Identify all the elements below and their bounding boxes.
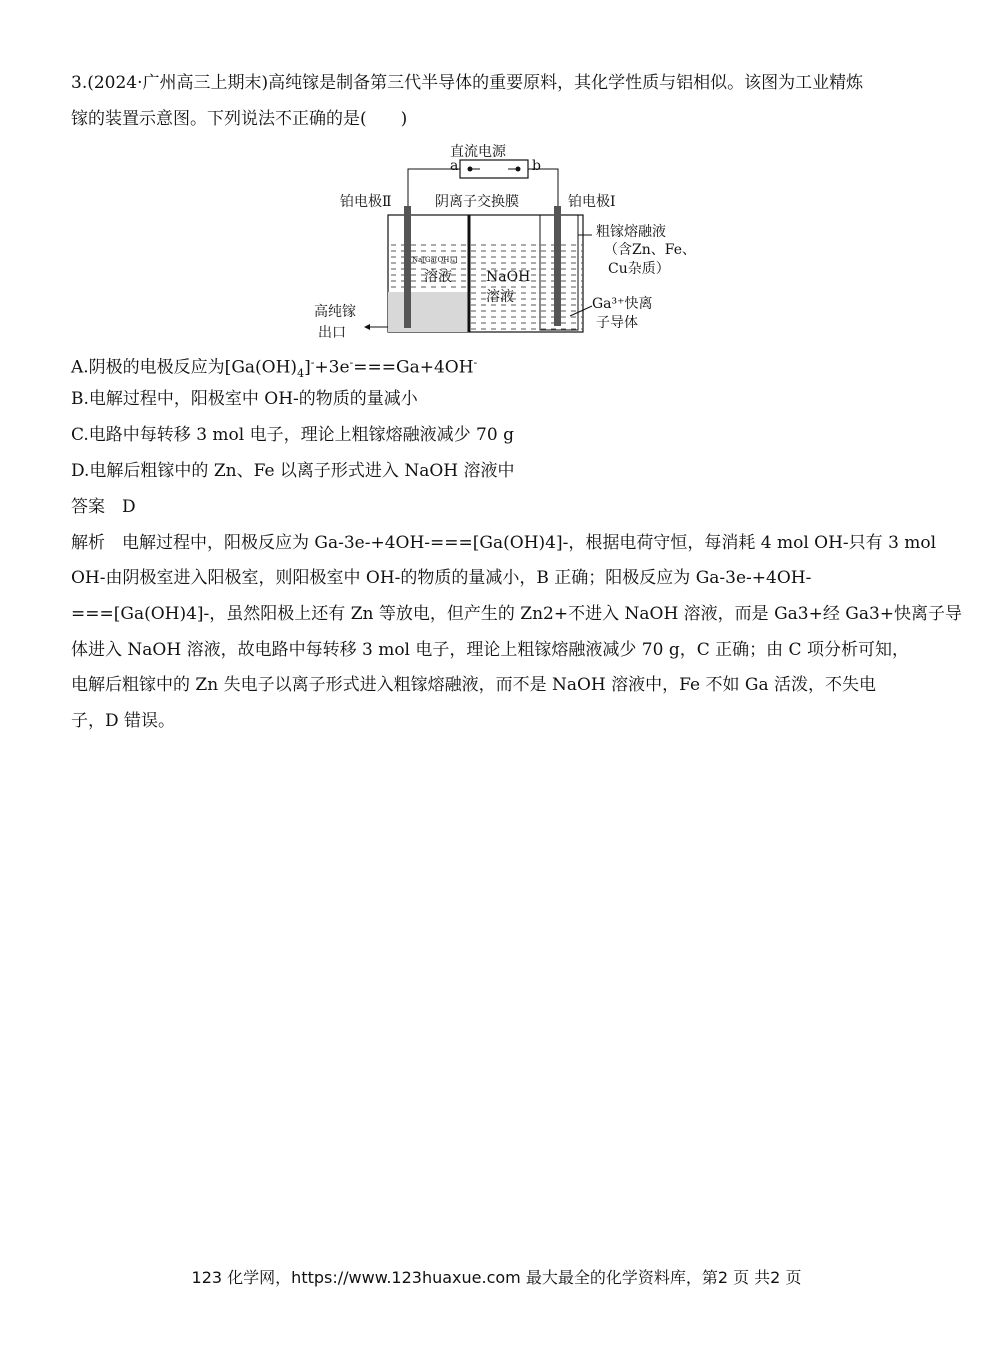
analysis-line-4: 体进入 NaOH 溶液，故电路中每转移 3 mol 电子，理论上粗镓熔融液减少 70 g，C 正确；由 C 项分析可知，	[71, 640, 909, 660]
analysis-line-3: ===[Ga(OH)4]-，虽然阳极上还有 Zn 等放电，但产生的 Zn2+不进入 NaOH 溶液，而是 Ga3+经 Ga3+快离子导	[71, 604, 963, 624]
analysis-line-6: 子，D 错误。	[71, 711, 176, 731]
crude-label-3: Cu杂质）	[608, 261, 670, 277]
crude-label-1: 粗镓熔融液	[596, 224, 666, 240]
page-footer: 123 化学网，https://www.123huaxue.com 最大最全的化学资料库，第2 页 共2 页	[191, 1268, 802, 1287]
crude-label-2: （含Zn、Fe、	[604, 242, 696, 258]
analysis-line-2: OH-由阴极室进入阳极室，则阳极室中 OH-的物质的量减小，B 正确；阳极反应为 Ga-3e-+4OH-	[71, 568, 812, 588]
membrane-label: 阴离子交换膜	[435, 194, 519, 210]
electrode-2-label: 铂电极Ⅱ	[340, 194, 392, 210]
power-label: 直流电源	[450, 144, 506, 160]
electrode-1-label: 铂电极Ⅰ	[568, 194, 616, 210]
question-line-2: 镓的装置示意图。下列说法不正确的是( )	[71, 109, 408, 129]
left-solution-formula: Na[Ga(OH)₄]	[412, 256, 458, 264]
option-d: D.电解后粗镓中的 Zn、Fe 以离子形式进入 NaOH 溶液中	[71, 461, 515, 481]
terminal-b: b	[532, 158, 541, 174]
option-c: C.电路中每转移 3 mol 电子，理论上粗镓熔融液减少 70 g	[71, 425, 514, 445]
terminal-a: a	[450, 158, 459, 174]
option-b: B.电解过程中，阳极室中 OH-的物质的量减小	[71, 389, 418, 409]
middle-solution-label: 溶液	[486, 289, 514, 305]
electrolysis-diagram	[300, 140, 700, 350]
option-a: A.阴极的电极反应为$[Ga(OH)_4]^-+3e^-===Ga+4OH^-$	[71, 356, 478, 381]
ga-conductor-label-2: 子导体	[596, 315, 638, 331]
answer: 答案 D	[71, 497, 136, 517]
ga-conductor-label-1: Ga³⁺快离	[592, 296, 653, 312]
middle-solution-formula: NaOH	[486, 269, 531, 285]
analysis-line-1: 解析 电解过程中，阳极反应为 Ga-3e-+4OH-===[Ga(OH)4]-，根据电荷守恒，每消耗 4 mol OH-只有 3 mol	[71, 533, 937, 553]
outlet-label-1: 高纯镓	[314, 304, 356, 320]
analysis-line-5: 电解后粗镓中的 Zn 失电子以离子形式进入粗镓熔融液，而不是 NaOH 溶液中，Fe 不如 Ga 活泼，不失电	[71, 675, 876, 695]
left-solution-label: 溶液	[424, 269, 452, 285]
outlet-label-2: 出口	[318, 325, 346, 341]
question-line-1: 3.(2024·广州高三上期末)高纯镓是制备第三代半导体的重要原料，其化学性质与铝相似。该图为工业精炼	[71, 73, 864, 93]
